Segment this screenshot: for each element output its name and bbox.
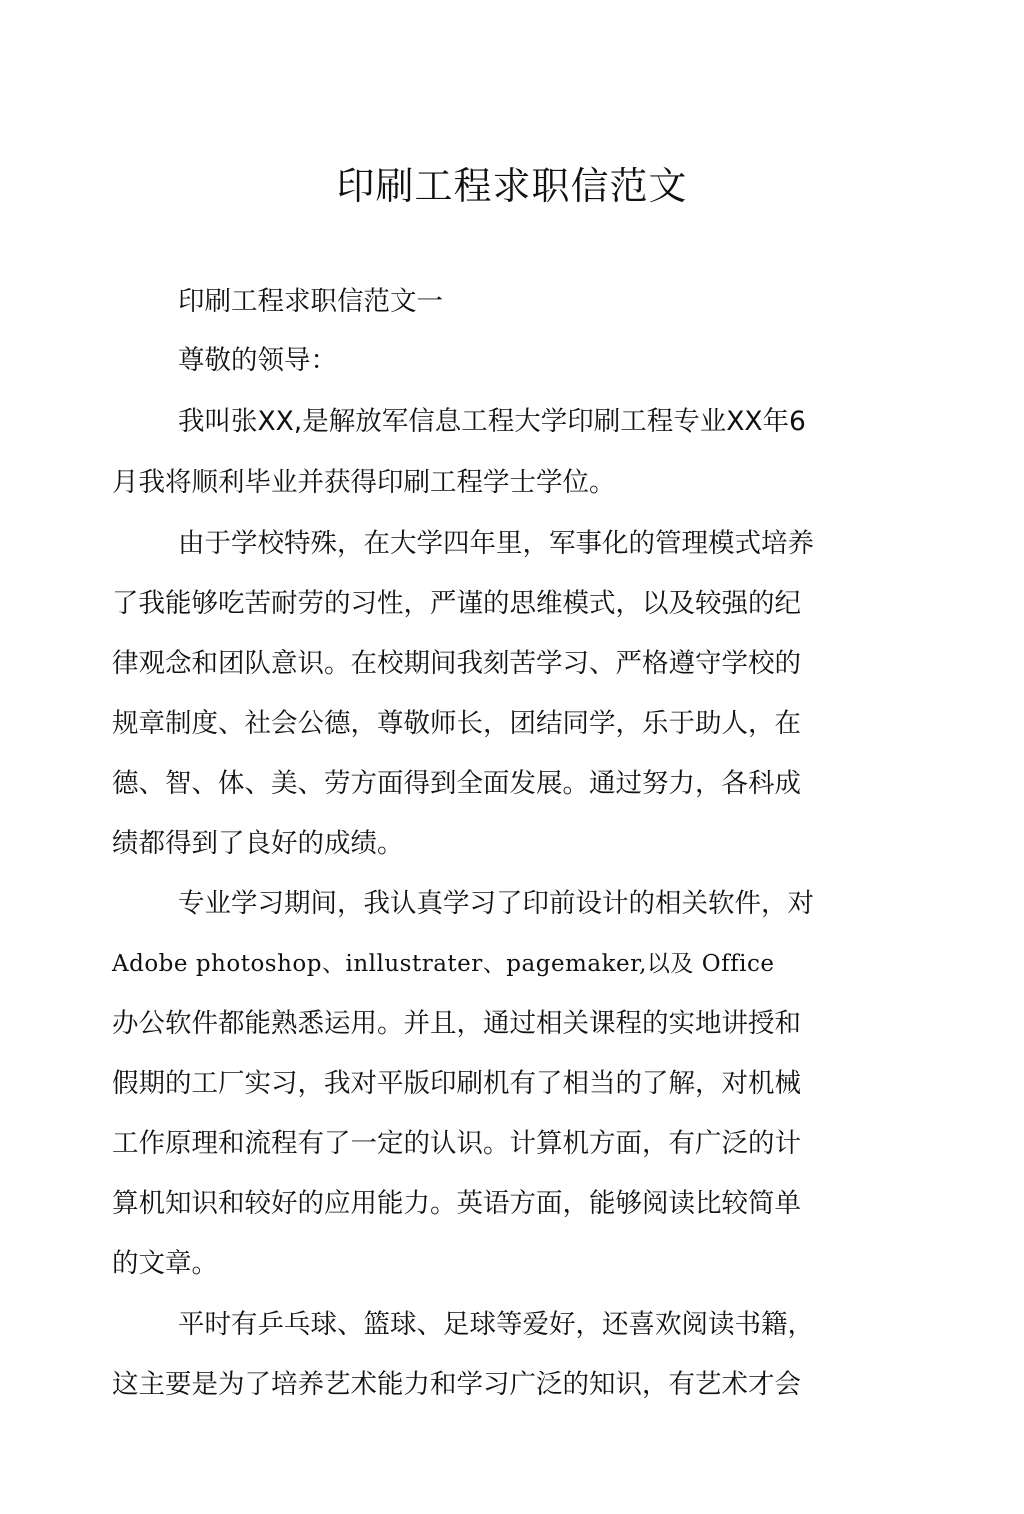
paragraph-line: 月我将顺利毕业并获得印刷工程学士学位。 <box>112 467 616 498</box>
paragraph-line: 假期的工厂实习，我对平版印刷机有了相当的了解，对机械 <box>112 1068 801 1099</box>
paragraph-line-software: Adobe photoshop、inllustrater、pagemaker,以及 Office <box>112 951 775 977</box>
paragraph-line: 由于学校特殊，在大学四年里，军事化的管理模式培养 <box>178 528 814 559</box>
paragraph-line: 德、智、体、美、劳方面得到全面发展。通过努力，各科成 <box>112 768 801 799</box>
page-title: 印刷工程求职信范文 <box>336 164 688 208</box>
paragraph-line: 办公软件都能熟悉运用。并且，通过相关课程的实地讲授和 <box>112 1008 801 1039</box>
paragraph-line: 绩都得到了良好的成绩。 <box>112 828 404 859</box>
paragraph-line: 我叫张XX,是解放军信息工程大学印刷工程专业XX年6 <box>178 406 806 437</box>
paragraph-line: 的文章。 <box>112 1248 218 1279</box>
salutation: 尊敬的领导： <box>178 345 337 376</box>
paragraph-line: 算机知识和较好的应用能力。英语方面，能够阅读比较简单 <box>112 1188 801 1219</box>
paragraph-line: 了我能够吃苦耐劳的习性，严谨的思维模式，以及较强的纪 <box>112 588 801 619</box>
paragraph-line: 这主要是为了培养艺术能力和学习广泛的知识，有艺术才会 <box>112 1369 801 1400</box>
paragraph-line: 律观念和团队意识。在校期间我刻苦学习、严格遵守学校的 <box>112 648 801 679</box>
paragraph-line: 规章制度、社会公德，尊敬师长，团结同学，乐于助人，在 <box>112 708 801 739</box>
paragraph-line: 平时有乒乓球、篮球、足球等爱好，还喜欢阅读书籍， <box>178 1309 814 1340</box>
paragraph-line: 工作原理和流程有了一定的认识。计算机方面，有广泛的计 <box>112 1128 801 1159</box>
section-heading: 印刷工程求职信范文一 <box>178 286 443 317</box>
paragraph-line: 专业学习期间，我认真学习了印前设计的相关软件，对 <box>178 888 814 919</box>
